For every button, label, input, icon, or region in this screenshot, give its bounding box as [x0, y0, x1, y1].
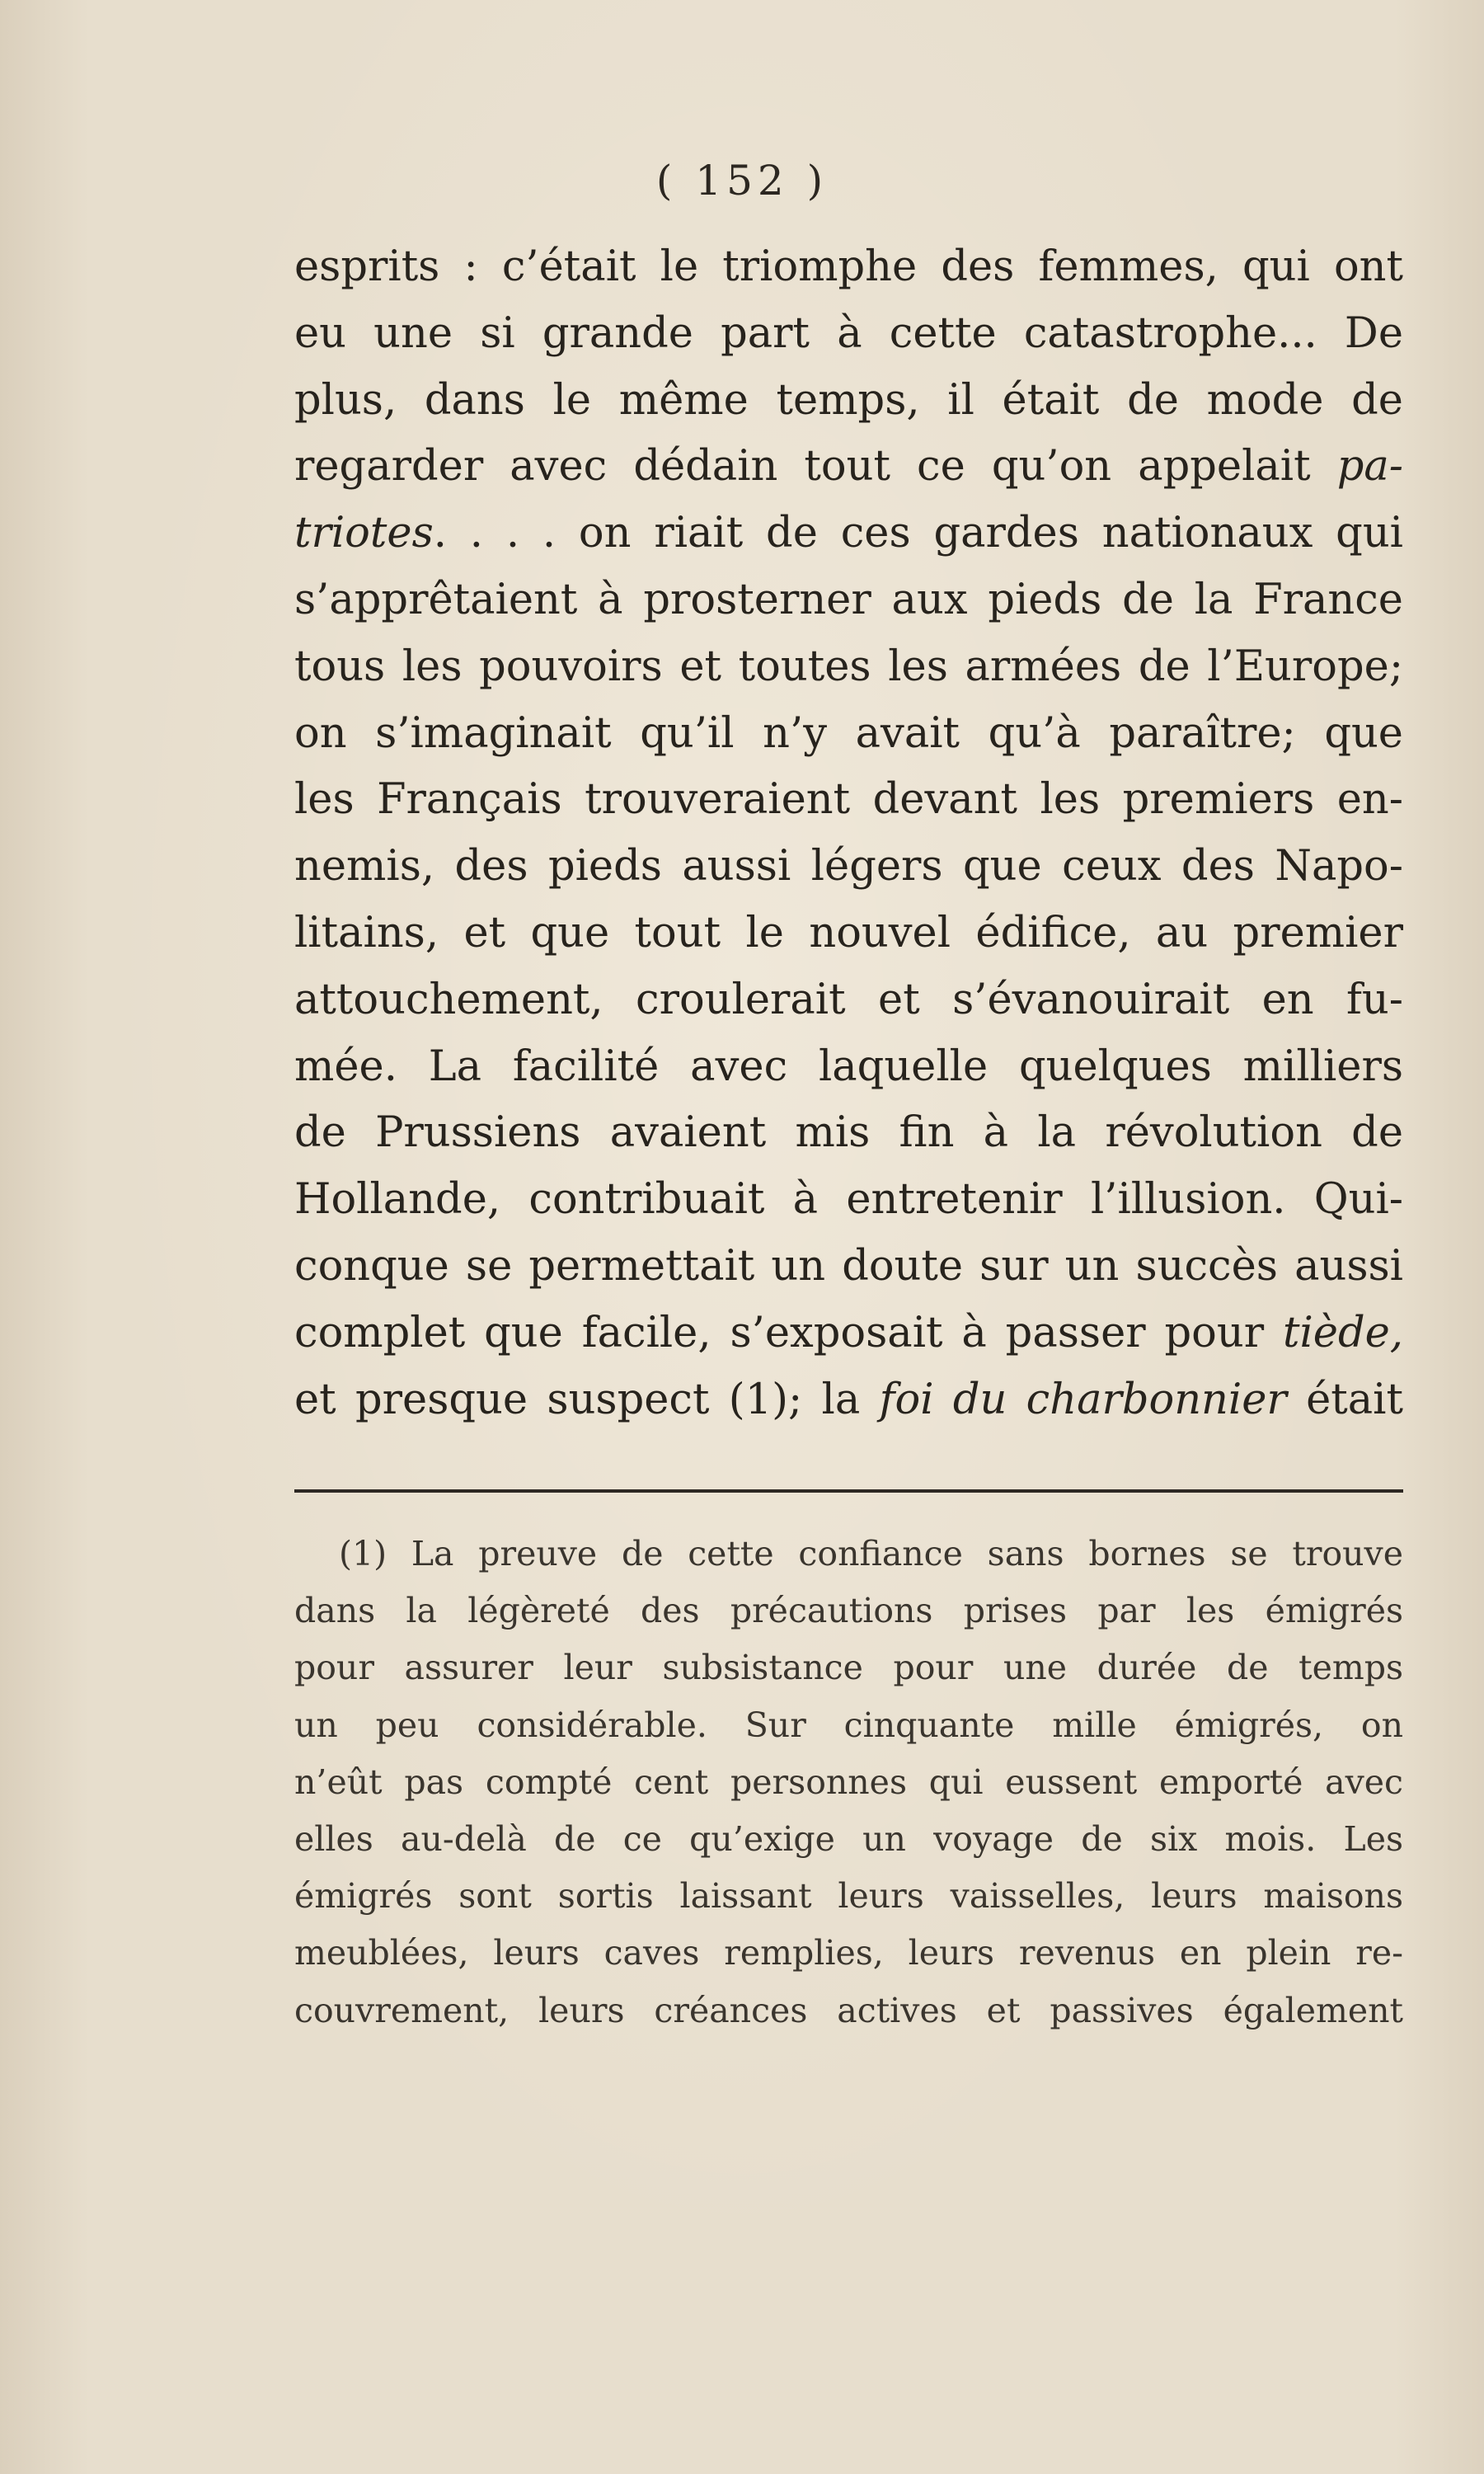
- footnote-separator: [294, 1489, 1403, 1493]
- italic-phrase: foi du charbonnier: [879, 1375, 1287, 1424]
- footnote-line: pour assurer leur subsistance pour une durée de temps: [294, 1648, 1403, 1688]
- text-segment: . . . . on riait de ces gardes nationaux qui: [433, 509, 1403, 558]
- italic-word: triotes: [294, 509, 434, 558]
- text-line: tous les pouvoirs et toutes les armées de l’Europe;: [294, 642, 1403, 691]
- footnote: [294, 1526, 1403, 2039]
- footnote-line: n’eût pas compté cent personnes qui eussent emporté avec: [294, 1761, 1403, 1802]
- text-line: attouchement, croulerait et s’évanouirait en fu-: [294, 975, 1403, 1024]
- footnote-line: meublées, leurs caves remplies, leurs revenus en plein re-: [294, 1933, 1403, 1973]
- text-line: s’apprêtaient à prosterner aux pieds de la France: [294, 575, 1403, 624]
- text-line: [294, 501, 1403, 567]
- text-segment: complet que facile, s’exposait à passer pour: [294, 1308, 1283, 1357]
- text-line: plus, dans le même temps, il était de mode de: [294, 375, 1403, 425]
- footnote-line: couvrement, leurs créances actives et passives également: [294, 1990, 1403, 2030]
- text-line: litains, et que tout le nouvel édifice, au premier: [294, 908, 1403, 957]
- text-line: les Français trouveraient devant les premiers en-: [294, 775, 1403, 825]
- text-segment: regarder avec dédain tout ce qu’on appelait: [294, 442, 1337, 492]
- italic-word: pa-: [1336, 442, 1403, 492]
- main-text: [294, 234, 1403, 1433]
- page-number: ( 152 ): [655, 157, 829, 205]
- text-line: mée. La facilité avec laquelle quelques milliers: [294, 1042, 1403, 1091]
- text-line: [294, 1300, 1403, 1367]
- text-segment: et presque suspect (1); la: [294, 1375, 880, 1424]
- text-line: conque se permettait un doute sur un succès aussi: [294, 1241, 1403, 1291]
- text-line: Hollande, contribuait à entretenir l’illusion. Qui-: [294, 1175, 1403, 1225]
- text-segment: était: [1286, 1375, 1403, 1424]
- text-line: nemis, des pieds aussi légers que ceux des Napo-: [294, 842, 1403, 891]
- text-line: [294, 434, 1403, 501]
- footnote-line: elles au-delà de ce qu’exige un voyage de six mois. Les: [294, 1819, 1403, 1860]
- text-line: on s’imaginait qu’il n’y avait qu’à paraître; que: [294, 708, 1403, 758]
- footnote-line: dans la légèreté des précautions prises par les émigrés: [294, 1591, 1403, 1631]
- footnote-line: émigrés sont sortis laissant leurs vaisselles, leurs maisons: [294, 1876, 1403, 1917]
- italic-word: tiède,: [1282, 1308, 1403, 1357]
- footnote-line: un peu considérable. Sur cinquante mille émigrés, on: [294, 1705, 1403, 1745]
- footnote-line: (1) La preuve de cette confiance sans bornes se trouve: [339, 1534, 1403, 1573]
- text-line: [294, 1367, 1403, 1434]
- text-line: de Prussiens avaient mis fin à la révolution de: [294, 1108, 1403, 1158]
- text-line: esprits : c’était le triomphe des femmes, qui ont: [294, 242, 1403, 291]
- text-line: eu une si grande part à cette catastrophe... De: [294, 308, 1403, 358]
